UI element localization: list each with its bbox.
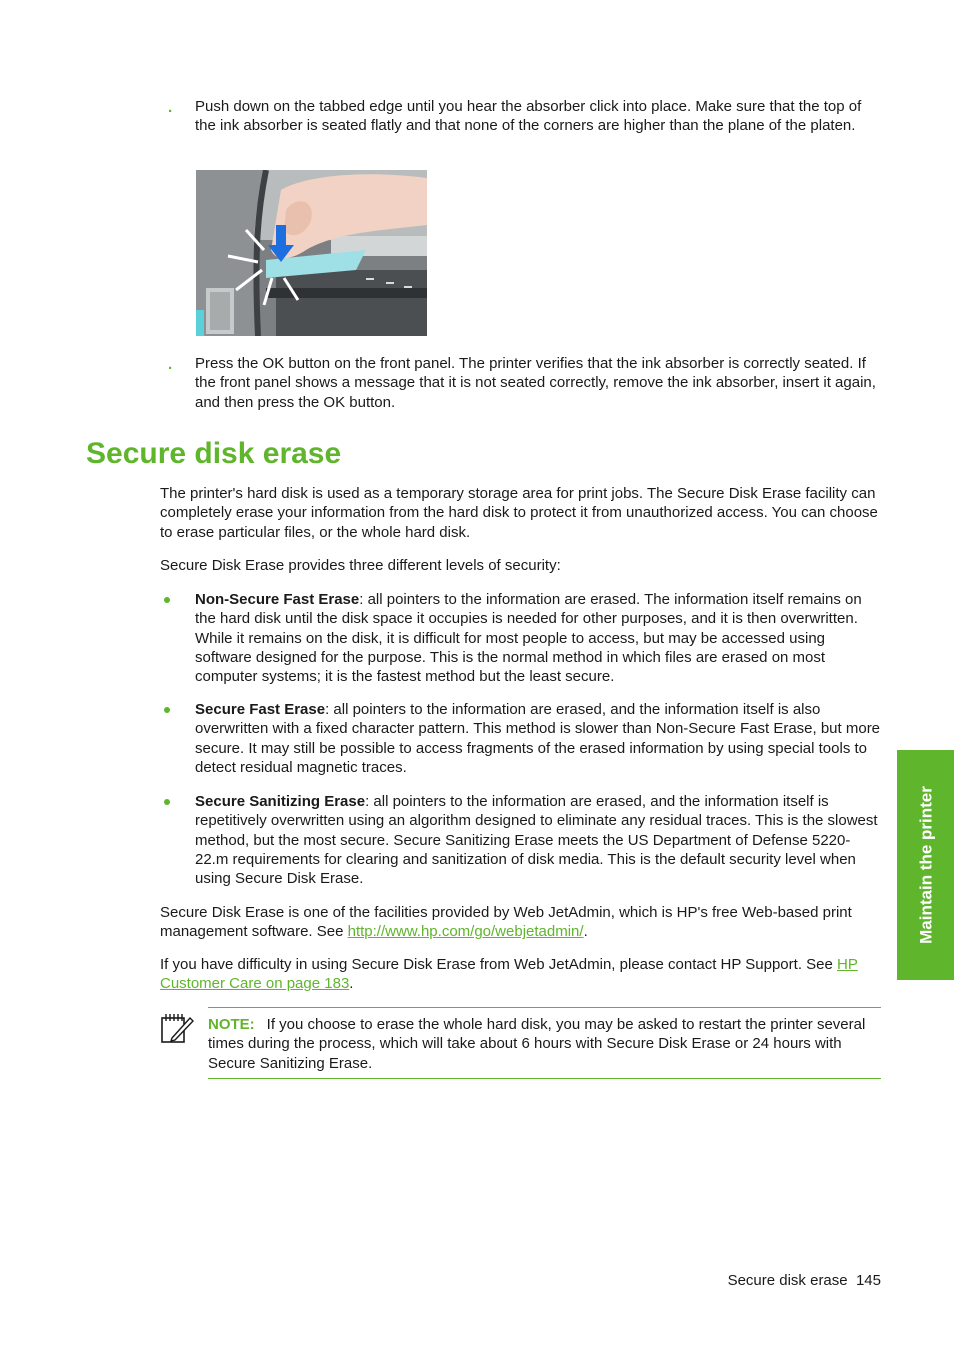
chapter-side-tab [897, 750, 954, 980]
note-bottom-rule [208, 1078, 881, 1079]
support-paragraph [160, 955, 882, 994]
list-item [195, 590, 883, 686]
intro-paragraph: The printer's hard disk is used as a temporary storage area for print jobs. The Secure Disk Erase facility can completely erase your information from the hard disk to protect it from unauthorized access. You can choose to erase particular files, or the whole hard disk. [160, 485, 878, 541]
support-end: . [349, 975, 354, 993]
jetadmin-end: . [583, 923, 588, 941]
page-number: 145 [855, 1272, 881, 1289]
level-term: Secure Fast Erase [195, 701, 326, 718]
note-text: If you choose to erase the whole hard disk, you may be asked to restart the printer several times during the process, which will take about 6 hours with Secure Disk Erase or 24 hours with Secure Sanitizing Erase. [208, 1016, 866, 1072]
step-text: Push down on the tabbed edge until you hear the absorber click into place. Make sure that the top of the ink absorber is seated flatly and that none of the corners are higher than the plane of the platen. [195, 98, 862, 135]
jetadmin-text: Secure Disk Erase is one of the facilities provided by Web JetAdmin, which is HP's free Web-based print management software. See [160, 904, 852, 941]
levels-intro: Secure Disk Erase provides three different levels of security: [160, 557, 561, 574]
step-text: Press the OK button on the front panel. The printer verifies that the ink absorber is correctly seated. If the front panel shows a message that it is not seated correctly, remove the ink absorber, insert it again, and then press the OK button. [195, 355, 876, 411]
footer-section: Secure disk erase [727, 1272, 848, 1289]
support-link[interactable]: HP Customer Care on page 183 [160, 956, 858, 993]
note-top-rule [208, 1007, 881, 1008]
note-icon [160, 1012, 194, 1044]
support-text: If you have difficulty in using Secure Disk Erase from Web JetAdmin, please contact HP Support. See [160, 956, 838, 973]
level-desc: : all pointers to the information are erased, and the information itself is repetitively overwritten using an algorithm designed to eliminate any residual traces. This is the slowest method, but the most secure. Secure Sanitizing Erase meets the US Department of Defense 5220-22.m requirements for clearing and sanitization of disk media. This is the default security level when using Secure Disk Erase. [195, 793, 878, 888]
section-title: Secure disk erase [86, 437, 342, 470]
jetadmin-link[interactable]: http://www.hp.com/go/webjetadmin/ [347, 923, 584, 941]
bullet-dot [164, 597, 170, 603]
jetadmin-paragraph [160, 903, 882, 942]
list-item [195, 700, 883, 777]
page-footer [728, 1271, 881, 1290]
bullet-dot [164, 799, 170, 805]
step-marker: . [168, 356, 173, 373]
level-desc: : all pointers to the information are erased, and the information itself is also overwritten with a fixed character pattern. This method is slower than Non-Secure Fast Erase, but more secure. It may still be possible to access fragments of the erased information by using special tools to detect residual magnetic traces. [195, 701, 881, 776]
list-item [195, 792, 883, 888]
level-term: Secure Sanitizing Erase [195, 793, 366, 810]
chapter-tab-label: Maintain the printer [915, 786, 935, 944]
note-label: NOTE: [208, 1016, 255, 1033]
bullet-dot [164, 707, 170, 713]
level-desc: : all pointers to the information are erased. The information itself remains on the hard disk until the disk space it occupies is needed for other purposes, and it is then overwritten. While it remains on the disk, it is difficult for most people to access, but may be accessed using software designed for the purpose. This is the normal method in which files are erased on most computer systems; it is the fastest method but the least secure. [195, 591, 862, 686]
level-term: Non-Secure Fast Erase [195, 591, 360, 608]
ink-absorber-illustration [196, 170, 427, 336]
step-marker: . [168, 99, 173, 116]
note-paragraph [208, 1015, 882, 1073]
